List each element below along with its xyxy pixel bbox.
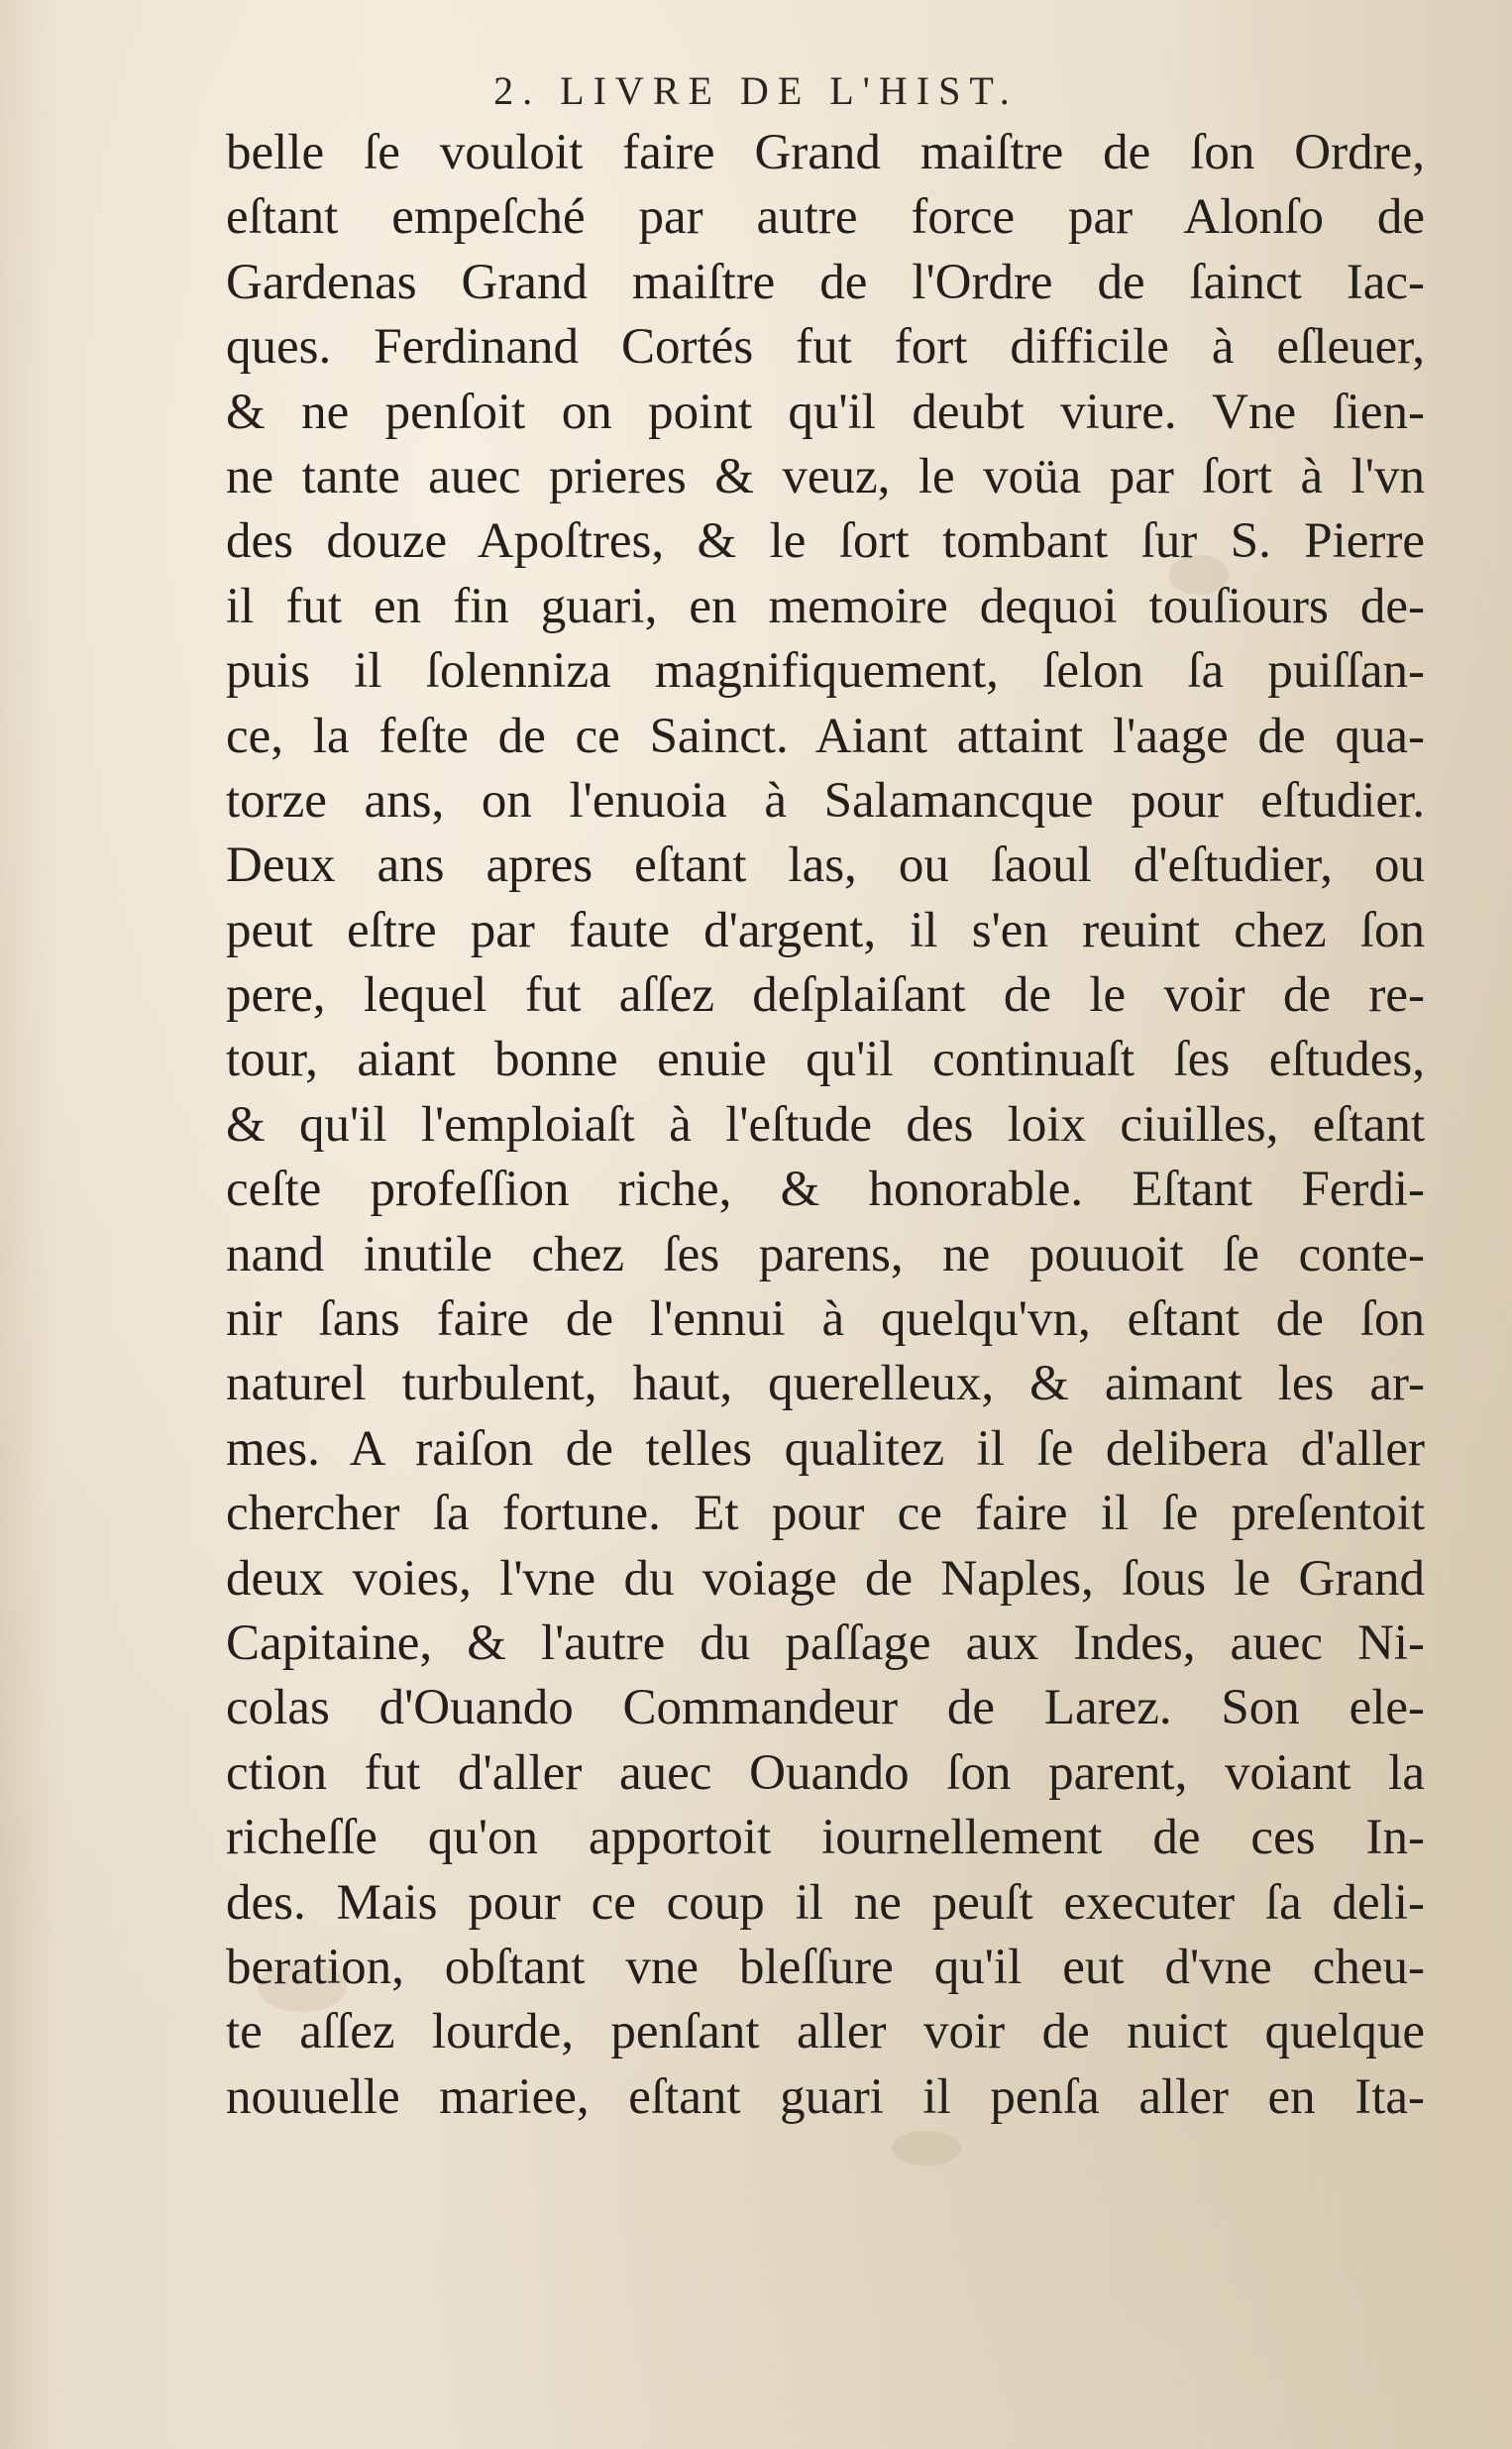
text-line: nouuelle mariee, eſtant guari il penſa aller en Ita- <box>226 2068 1425 2125</box>
text-line: des. Mais pour ce coup il ne peuſt executer ſa deli- <box>226 1874 1425 1931</box>
text-line: te aſſez lourde, penſant aller voir de nuict quelque <box>226 2004 1425 2060</box>
text-line: eſtant empeſché par autre force par Alonſo de <box>226 189 1425 246</box>
text-line: des douze Apoſtres, & le ſort tombant ſur S. Pierre <box>226 513 1425 570</box>
text-line: & ne penſoit on point qu'il deubt viure. Vne ſien- <box>226 384 1425 440</box>
text-line: Deux ans apres eſtant las, ou ſaoul d'eſtudier, ou <box>226 837 1425 894</box>
text-line: deux voies, l'vne du voiage de Naples, ſous le Grand <box>226 1550 1425 1607</box>
text-line: chercher ſa fortune. Et pour ce faire il ſe preſentoit <box>226 1486 1425 1542</box>
text-line: Capitaine, & l'autre du paſſage aux Indes, auec Ni- <box>226 1614 1425 1671</box>
text-line: Gardenas Grand maiſtre de l'Ordre de ſainct Iac- <box>226 254 1425 310</box>
running-head: 2. LIVRE DE L'HIST. <box>493 68 1019 113</box>
text-line: belle ſe vouloit faire Grand maiſtre de ſon Ordre, <box>226 125 1425 180</box>
text-line: ction fut d'aller auec Ouando ſon parent, voiant la <box>226 1744 1425 1801</box>
text-line: richeſſe qu'on apportoit iournellement de ces In- <box>226 1810 1425 1866</box>
body-text <box>226 121 1425 2130</box>
text-line: colas d'Ouando Commandeur de Larez. Son ele- <box>226 1680 1425 1736</box>
text-line: naturel turbulent, haut, querelleux, & aimant les ar- <box>226 1356 1425 1412</box>
text-line: nir ſans faire de l'ennui à quelqu'vn, eſtant de ſon <box>226 1291 1425 1348</box>
text-line: & qu'il l'emploiaſt à l'eſtude des loix ciuilles, eſtant <box>226 1096 1425 1153</box>
text-line: beration, obſtant vne bleſſure qu'il eut d'vne cheu- <box>226 1939 1425 1995</box>
text-line: mes. A raiſon de telles qualitez il ſe delibera d'aller <box>226 1420 1425 1477</box>
text-line: tour, aiant bonne enuie qu'il continuaſt ſes eſtudes, <box>226 1032 1425 1088</box>
text-line: pere, lequel fut aſſez deſplaiſant de le voir de re- <box>226 967 1425 1024</box>
paper-stain <box>892 2131 961 2166</box>
text-line: nand inutile chez ſes parens, ne pouuoit ſe conte- <box>226 1226 1425 1282</box>
text-line: ques. Ferdinand Cortés fut fort difficile à eſleuer, <box>226 319 1425 376</box>
text-line: il fut en fin guari, en memoire dequoi touſiours de- <box>226 578 1425 634</box>
text-line: ceſte profeſſion riche, & honorable. Eſtant Ferdi- <box>226 1162 1425 1218</box>
text-line: ne tante auec prieres & veuz, le voüa par ſort à l'vn <box>226 448 1425 504</box>
text-line: peut eſtre par faute d'argent, il s'en reuint chez ſon <box>226 902 1425 958</box>
text-line: ce, la feſte de ce Sainct. Aiant attaint l'aage de qua- <box>226 708 1425 764</box>
text-line: torze ans, on l'enuoia à Salamancque pour eſtudier. <box>226 772 1425 829</box>
text-line: puis il ſolenniza magnifiquement, ſelon ſa puiſſan- <box>226 643 1425 700</box>
